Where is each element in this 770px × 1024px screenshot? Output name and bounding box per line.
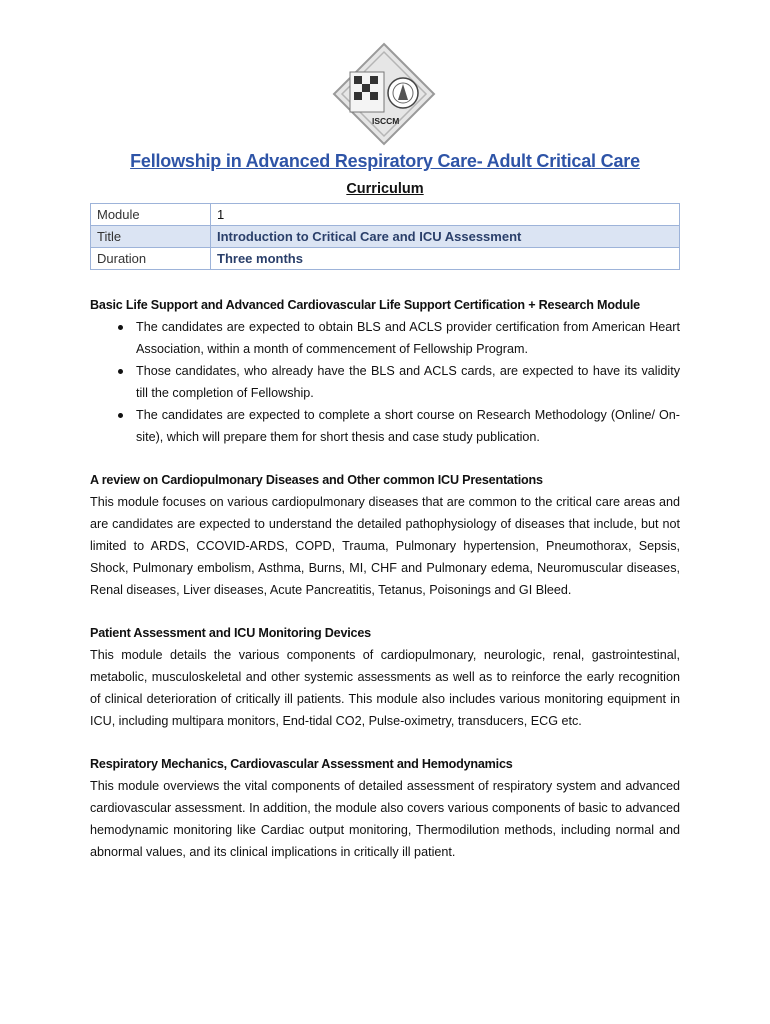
row-value: Introduction to Critical Care and ICU Assessment bbox=[211, 226, 680, 248]
section-heading: A review on Cardiopulmonary Diseases and Other common ICU Presentations bbox=[90, 473, 543, 487]
row-label: Title bbox=[91, 226, 211, 248]
section-heading: Respiratory Mechanics, Cardiovascular Assessment and Hemodynamics bbox=[90, 757, 513, 771]
section-heading: Patient Assessment and ICU Monitoring Devices bbox=[90, 626, 371, 640]
list-item bbox=[90, 404, 680, 448]
list-item-text: The candidates are expected to complete a short course on Research Methodology (Online/ On-site), which will prepare them for short thesis and case study publication. bbox=[136, 408, 680, 444]
section-body: This module overviews the vital components of detailed assessment of respiratory system and advanced cardiovascular assessment. In addition, the module also covers various components of basic to advanced hemodynamic monitoring like Cardiac output monitoring, Thermodilution methods, including normal and abnormal values, and its clinical implications in critically ill patient. bbox=[90, 779, 680, 859]
bullet-icon bbox=[118, 325, 123, 330]
section-body: This module details the various components of cardiopulmonary, neurologic, renal, gastrointestinal, metabolic, musculoskeletal and other systemic assessments as well as to reinforce the early recognition of clinical deterioration of critically ill patients. This module also includes various monitoring equipment in ICU, including multipara monitors, End-tidal CO2, Pulse-oximetry, transducers, ECG etc. bbox=[90, 648, 680, 728]
section-review bbox=[90, 469, 680, 601]
table-row bbox=[91, 248, 680, 270]
bullet-icon bbox=[118, 369, 123, 374]
isccm-logo bbox=[332, 42, 436, 146]
row-label: Duration bbox=[91, 248, 211, 270]
section-mechanics bbox=[90, 753, 680, 863]
module-info-table bbox=[90, 203, 680, 270]
subtitle: Curriculum bbox=[346, 181, 424, 197]
section-body: This module focuses on various cardiopulmonary diseases that are common to the critical care areas and are candidates are expected to understand the detailed pathophysiology of diseases that include, but not limited to ARDS, CCOVID-ARDS, COPD, Trauma, Pulmonary hypertension, Pneumothorax, Sepsis, Shock, Pulmonary embolism, Asthma, Burns, MI, CHF and Pulmonary edema, Neuromuscular diseases, Renal diseases, Liver diseases, Acute Pancreatitis, Tetanus, Poisonings and GI Bleed. bbox=[90, 495, 680, 597]
svg-text:ISCCM: ISCCM bbox=[372, 116, 400, 126]
curriculum-content bbox=[90, 294, 680, 884]
list-item bbox=[90, 316, 680, 360]
row-value: 1 bbox=[211, 204, 680, 226]
row-label: Module bbox=[91, 204, 211, 226]
list-item bbox=[90, 360, 680, 404]
list-item-text: Those candidates, who already have the BLS and ACLS cards, are expected to have its validity till the completion of Fellowship. bbox=[136, 364, 680, 400]
list-item-text: The candidates are expected to obtain BLS and ACLS provider certification from American Heart Association, within a month of commencement of Fellowship Program. bbox=[136, 320, 680, 356]
section-heading: Basic Life Support and Advanced Cardiovascular Life Support Certification + Research Module bbox=[90, 298, 640, 312]
row-value: Three months bbox=[211, 248, 680, 270]
page-title: Fellowship in Advanced Respiratory Care- Adult Critical Care bbox=[130, 151, 640, 171]
bullet-list bbox=[90, 316, 680, 448]
table-row bbox=[91, 204, 680, 226]
table-row bbox=[91, 226, 680, 248]
bullet-icon bbox=[118, 413, 123, 418]
section-bls bbox=[90, 294, 680, 448]
section-assessment bbox=[90, 622, 680, 732]
